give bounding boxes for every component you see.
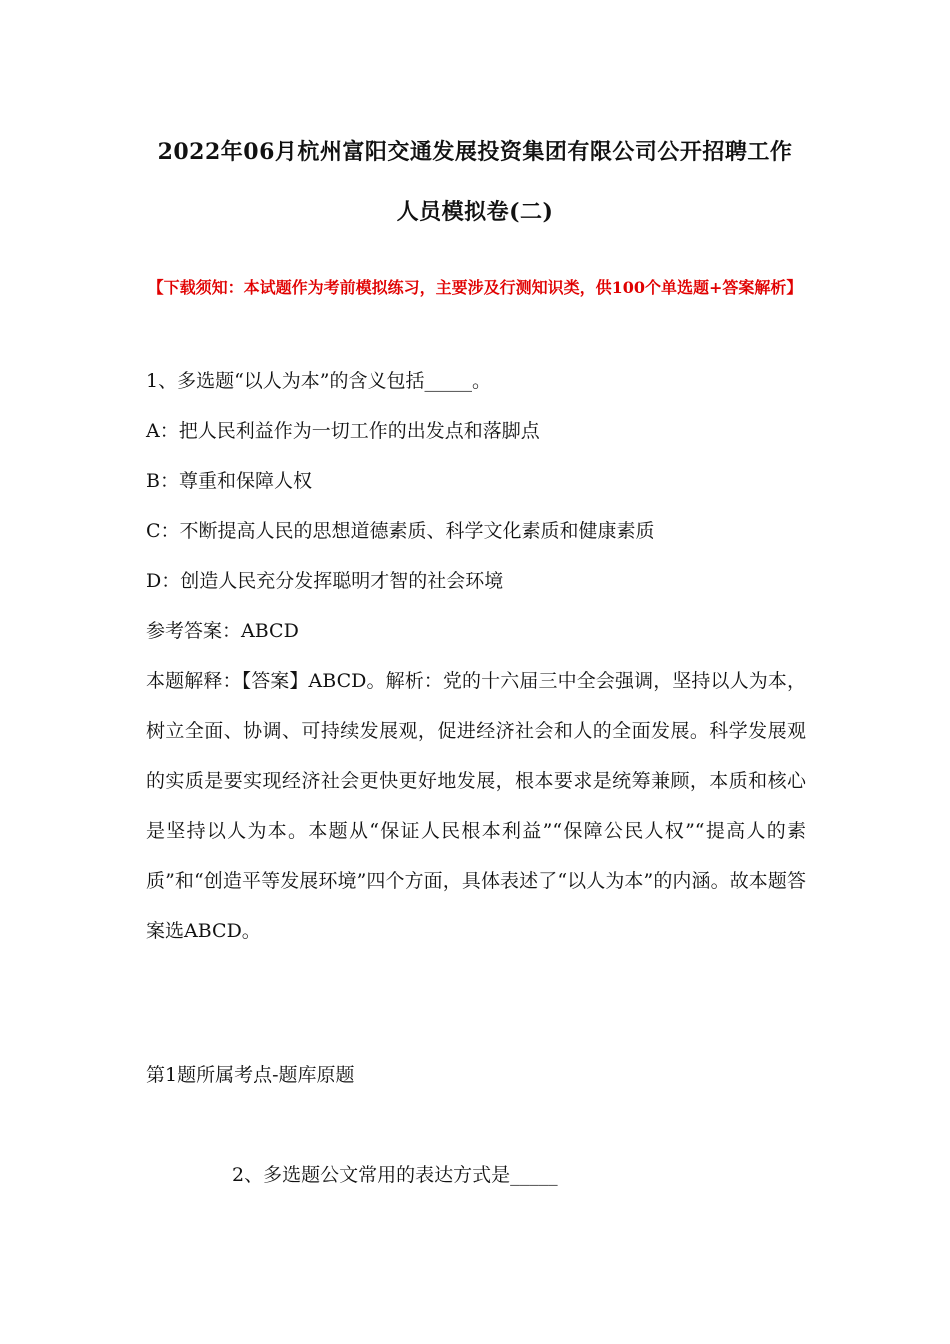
download-notice: 【下载须知：本试题作为考前模拟练习，主要涉及行测知识类，供100个单选题+答案解析】 (147, 278, 803, 297)
question-1-stem: 1、多选题“以人为本”的含义包括_____。 (146, 370, 492, 392)
option-b: B：尊重和保障人权 (146, 470, 312, 492)
option-c: C：不断提高人民的思想道德素质、科学文化素质和健康素质 (146, 520, 655, 542)
reference-answer: 参考答案：ABCD (146, 620, 299, 642)
title-line-2: 人员模拟卷(二) (396, 199, 554, 225)
question-1 (146, 356, 806, 956)
option-d: D：创造人民充分发挥聪明才智的社会环境 (146, 570, 504, 592)
question-2-stem: 2、多选题公文常用的表达方式是_____ (232, 1164, 558, 1186)
option-a: A：把人民利益作为一切工作的出发点和落脚点 (146, 420, 540, 442)
title-line-1: 2022年06月杭州富阳交通发展投资集团有限公司公开招聘工作 (157, 139, 793, 165)
answer-explanation: 本题解释：【答案】ABCD。解析：党的十六届三中全会强调，坚持以人为本，树立全面、协调、可持续发展观，促进经济社会和人的全面发展。科学发展观的实质是要实现经济社会更快更好地发展，根本要求是统筹兼顾，本质和核心是坚持以人为本。本题从“保证人民根本利益”“保障公民人权”“提高人的素质”和“创造平等发展环境”四个方面，具体表述了“以人为本”的内涵。故本题答案选ABCD。 (146, 670, 806, 942)
document-title (130, 122, 820, 242)
question-1-point: 第1题所属考点-题库原题 (146, 1064, 355, 1086)
